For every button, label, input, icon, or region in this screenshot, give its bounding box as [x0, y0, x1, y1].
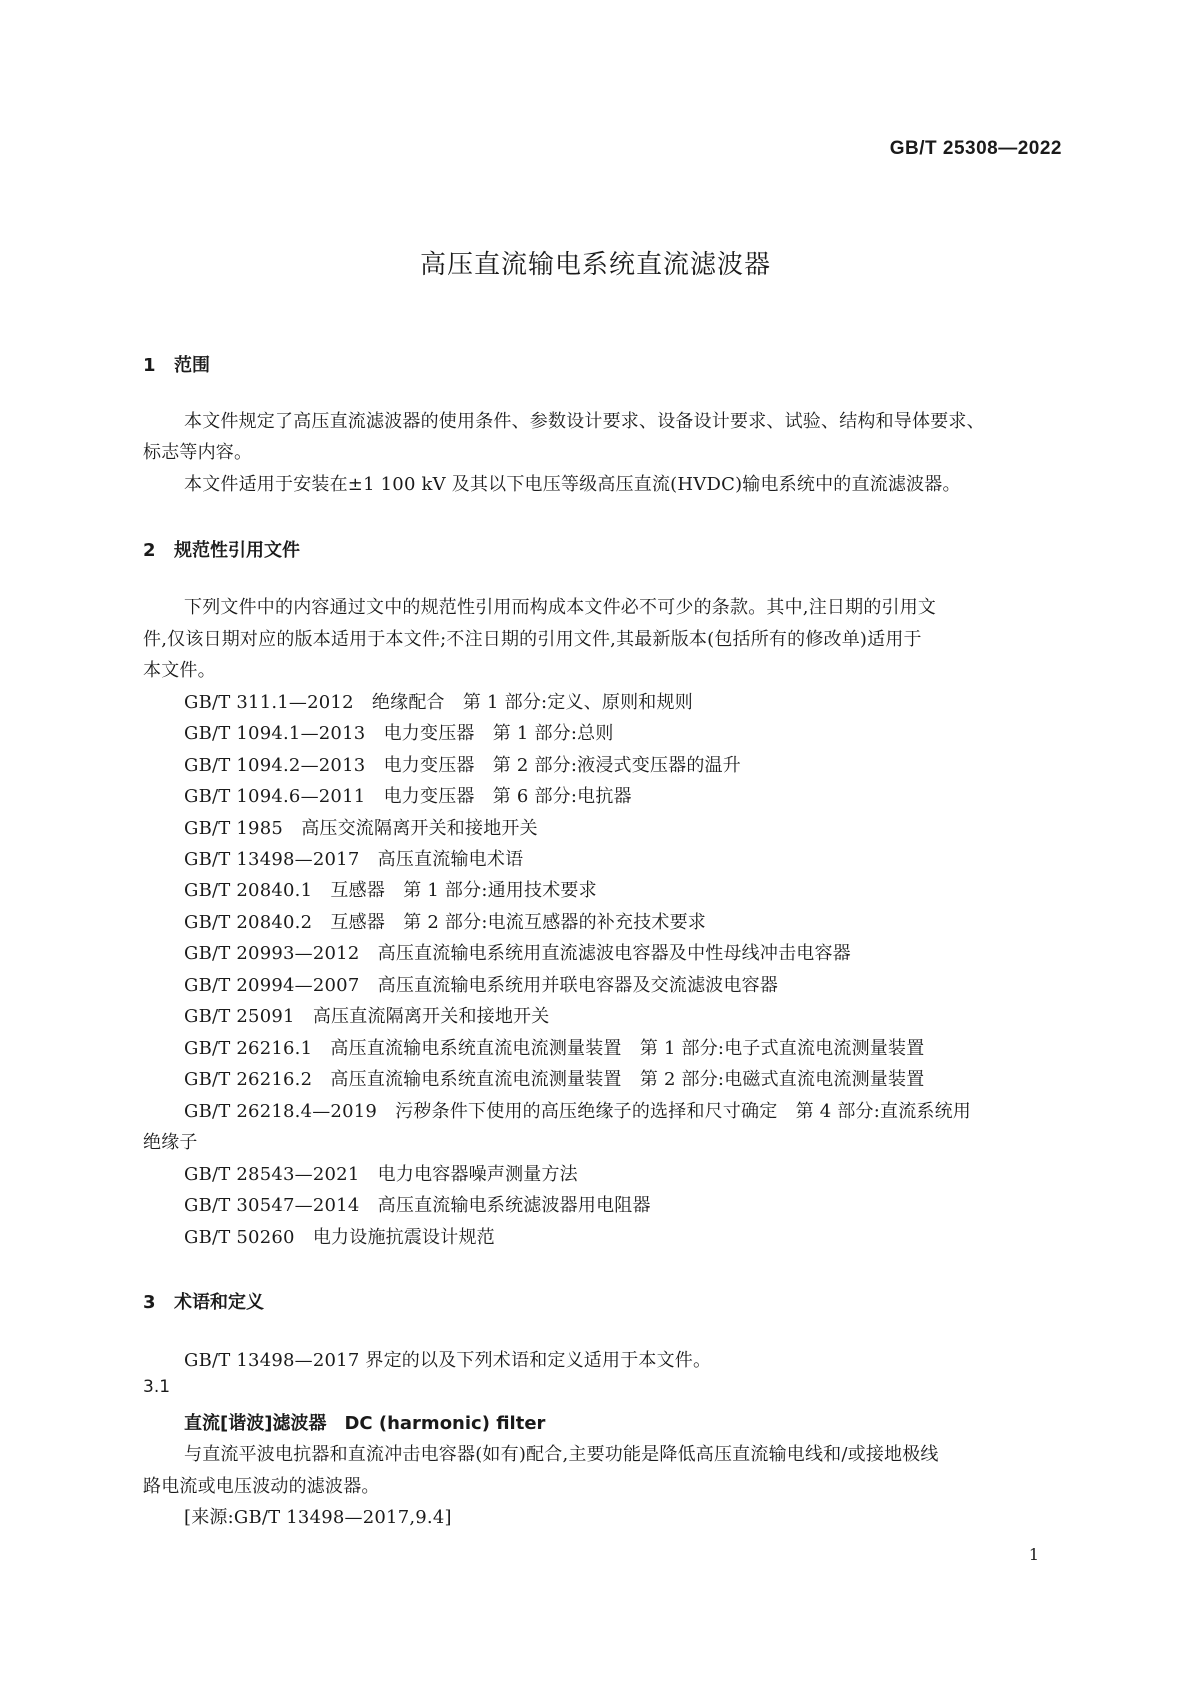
term-number: 3.1	[143, 1377, 171, 1397]
reference-item: GB/T 1094.1—2013 电力变压器 第 1 部分:总则	[184, 723, 614, 744]
reference-item: GB/T 26216.2 高压直流输电系统直流电流测量装置 第 2 部分:电磁式直流电流测量装置	[184, 1069, 925, 1090]
section-title: 规范性引用文件	[174, 540, 300, 561]
section-number: 2	[143, 540, 156, 561]
paragraph-line: GB/T 13498—2017 界定的以及下列术语和定义适用于本文件。	[184, 1350, 712, 1371]
reference-item: GB/T 20993—2012 高压直流输电系统用直流滤波电容器及中性母线冲击电容器	[184, 943, 851, 964]
paragraph-line: 本文件适用于安装在±1 100 kV 及其以下电压等级高压直流(HVDC)输电系统中的直流滤波器。	[184, 474, 961, 495]
reference-item: GB/T 20994—2007 高压直流输电系统用并联电容器及交流滤波电容器	[184, 975, 779, 996]
reference-item: GB/T 25091 高压直流隔离开关和接地开关	[184, 1006, 550, 1027]
section-2-heading	[143, 536, 300, 562]
paragraph-line: 件,仅该日期对应的版本适用于本文件;不注日期的引用文件,其最新版本(包括所有的修改单)适用于	[143, 629, 922, 650]
paragraph-line: 标志等内容。	[143, 442, 253, 463]
reference-item: GB/T 311.1—2012 绝缘配合 第 1 部分:定义、原则和规则	[184, 692, 693, 713]
paragraph-line: 本文件。	[143, 660, 216, 681]
reference-item: GB/T 28543—2021 电力电容器噪声测量方法	[184, 1164, 578, 1185]
section-title: 术语和定义	[174, 1292, 264, 1313]
document-title: 高压直流输电系统直流滤波器	[419, 250, 771, 280]
page-number: 1	[1028, 1545, 1039, 1564]
reference-item: GB/T 20840.1 互感器 第 1 部分:通用技术要求	[184, 880, 597, 901]
section-number: 1	[143, 355, 156, 376]
definition-line: 路电流或电压波动的滤波器。	[143, 1476, 380, 1497]
paragraph-line: 本文件规定了高压直流滤波器的使用条件、参数设计要求、设备设计要求、试验、结构和导体要求、	[184, 411, 985, 432]
reference-item: GB/T 1094.2—2013 电力变压器 第 2 部分:液浸式变压器的温升	[184, 755, 741, 776]
section-title: 范围	[174, 355, 210, 376]
paragraph-line: 下列文件中的内容通过文中的规范性引用而构成本文件必不可少的条款。其中,注日期的引用文	[184, 597, 937, 618]
term-source: [来源:GB/T 13498—2017,9.4]	[184, 1507, 452, 1528]
standard-code: GB/T 25308—2022	[889, 138, 1062, 159]
definition-line: 与直流平波电抗器和直流冲击电容器(如有)配合,主要功能是降低高压直流输电线和/或接地极线	[184, 1444, 939, 1465]
reference-item: GB/T 1985 高压交流隔离开关和接地开关	[184, 818, 538, 839]
reference-item: GB/T 26216.1 高压直流输电系统直流电流测量装置 第 1 部分:电子式直流电流测量装置	[184, 1038, 925, 1059]
reference-item: GB/T 26218.4—2019 污秽条件下使用的高压绝缘子的选择和尺寸确定 第 4 部分:直流系统用	[184, 1101, 971, 1122]
reference-item: GB/T 30547—2014 高压直流输电系统滤波器用电阻器	[184, 1195, 651, 1216]
reference-item: GB/T 1094.6—2011 电力变压器 第 6 部分:电抗器	[184, 786, 632, 807]
section-3-heading	[143, 1288, 264, 1314]
section-number: 3	[143, 1292, 156, 1313]
term-name: 直流[谐波]滤波器 DC (harmonic) filter	[184, 1413, 546, 1434]
reference-item: GB/T 20840.2 互感器 第 2 部分:电流互感器的补充技术要求	[184, 912, 706, 933]
reference-item: GB/T 13498—2017 高压直流输电术语	[184, 849, 524, 870]
reference-item: 绝缘子	[143, 1132, 198, 1153]
reference-item: GB/T 50260 电力设施抗震设计规范	[184, 1227, 495, 1248]
section-1-heading	[143, 351, 210, 377]
